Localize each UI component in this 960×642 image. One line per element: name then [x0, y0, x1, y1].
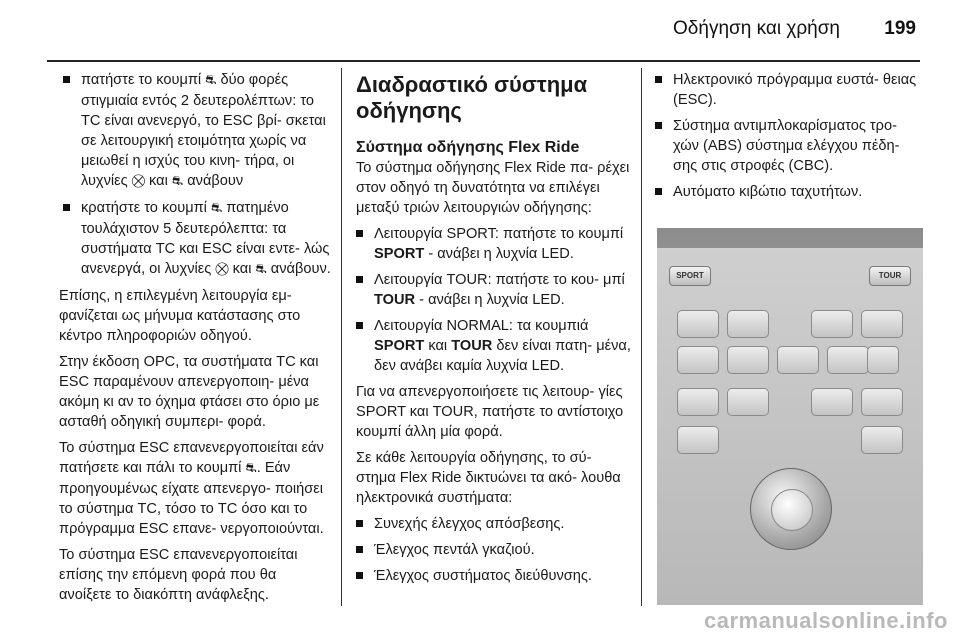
console-button-image — [861, 388, 903, 416]
text: Το σύστημα ESC επανενεργοποιείται εάν πατήσετε και πάλι το κουμπί — [59, 440, 324, 476]
tc-off-icon: ⛐ — [210, 201, 223, 216]
control-knob-image — [750, 468, 832, 550]
column-divider — [641, 68, 642, 606]
console-button-image — [727, 346, 769, 374]
text: δεν είναι πατη- μένα, δεν ανάβει καμία λυχνία LED. — [374, 338, 631, 374]
console-button-image — [777, 346, 819, 374]
text: και — [145, 173, 172, 189]
esc-off-icon: ⛒ — [131, 174, 145, 189]
text: ανάβουν. — [266, 261, 331, 277]
console-button-image — [677, 310, 719, 338]
tc-off-icon: ⛐ — [255, 262, 267, 277]
paragraph-intro: Το σύστημα οδήγησης Flex Ride πα- ρέχει στον οδηγό τη δυνατότητα να επιλέγει μεταξύ τριών λειτουργιών οδήγησης: — [356, 160, 630, 216]
paragraph-esc-reactivate — [59, 438, 331, 539]
column-divider — [341, 68, 342, 606]
tc-off-icon: ⛐ — [171, 174, 184, 189]
console-panel — [657, 248, 923, 605]
text: ανάβουν — [183, 173, 244, 189]
tour-key: TOUR — [374, 292, 416, 308]
console-button-image — [677, 346, 719, 374]
console-button-image — [867, 346, 899, 374]
text: - ανάβει η λυχνία LED. — [415, 292, 565, 308]
list-item: Έλεγχος πεντάλ γκαζιού. — [356, 540, 634, 560]
paragraph-status-message: Επίσης, η επιλεγμένη λειτουργία εμ- φανίζεται ως μήνυμα κατάστασης στο κέντρο πληροφοριών οδηγού. — [59, 288, 301, 344]
text: πατήστε το κουμπί — [81, 72, 206, 88]
console-button-image — [861, 310, 903, 338]
tour-key: TOUR — [451, 338, 493, 354]
text: δύο φορές στιγμιαία εντός 2 δευτερολέπτων: το TC είναι ανενεργό, το ESC βρί- σκεται σε λειτουργική ετοιμότητα χωρίς να μειωθεί η ισχύς του κινη- τήρα, οι λυχνίες — [81, 72, 326, 189]
text: και — [424, 338, 452, 354]
console-button-image — [811, 310, 853, 338]
knob-center — [771, 489, 813, 531]
tour-button-image: TOUR — [869, 266, 911, 286]
sport-button-image: SPORT — [669, 266, 711, 286]
right-column — [655, 70, 925, 208]
bullet-tour-mode — [356, 270, 634, 310]
text: Λειτουργία TOUR: πατήστε το κου- μπί — [374, 272, 625, 288]
text: - ανάβει η λυχνία LED. — [424, 246, 574, 262]
page-number: 199 — [884, 18, 916, 39]
text: Λειτουργία SPORT: πατήστε το κουμπί — [374, 226, 624, 242]
header-rule — [47, 60, 920, 62]
console-button-image — [677, 426, 719, 454]
sport-key: SPORT — [374, 338, 425, 354]
watermark: carmanualsonline.info — [704, 608, 948, 633]
text: . Εάν προηγουμένως είχατε απενεργο- ποιήσει το σύστημα TC, τόσο το TC όσο και το πρόγραμμα ESC επανε- νεργοποιούνται. — [59, 460, 324, 537]
mode-button-row — [669, 260, 911, 292]
sport-key: SPORT — [374, 246, 425, 262]
paragraph-deactivate: Για να απενεργοποιήσετε τις λειτουρ- γίες SPORT και TOUR, πατήστε το αντίστοιχο κουμπί άλλη μία φορά. — [356, 384, 624, 440]
esc-off-icon: ⛒ — [215, 262, 229, 277]
section-heading: Διαδραστικό σύστημα οδήγησης — [356, 72, 588, 123]
text: κρατήστε το κουμπί — [81, 200, 211, 216]
tc-off-icon: ⛐ — [205, 73, 217, 88]
flexride-console-photo — [657, 228, 923, 605]
console-button-image — [827, 346, 869, 374]
subsection-heading: Σύστημα οδήγησης Flex Ride — [356, 139, 580, 156]
list-item: Ηλεκτρονικό πρόγραμμα ευστά- θειας (ESC). — [655, 70, 925, 110]
header-title: Οδήγηση και χρήση — [673, 18, 840, 39]
bullet-hold-5s — [63, 198, 331, 280]
bullet-sport-mode — [356, 224, 634, 264]
console-button-image — [727, 388, 769, 416]
console-button-image — [677, 388, 719, 416]
text: Λειτουργία NORMAL: τα κουμπιά — [374, 318, 589, 334]
list-item: Σύστημα αντιμπλοκαρίσματος τρο- χών (ABS) σύστημα ελέγχου πέδη- σης στις στροφές (CBC). — [655, 116, 925, 176]
list-item: Αυτόματο κιβώτιο ταχυτήτων. — [655, 182, 925, 202]
console-button-image — [811, 388, 853, 416]
list-item: Συνεχής έλεγχος απόσβεσης. — [356, 514, 634, 534]
console-button-image — [727, 310, 769, 338]
console-button-image — [861, 426, 903, 454]
bullet-press-twice — [63, 70, 331, 192]
middle-column — [356, 70, 634, 592]
paragraph-opc: Στην έκδοση OPC, τα συστήματα TC και ESC παραμένουν απενεργοποιη- μένα ακόμη κι αν το όχημα φτάσει στο όριο με ασταθή οδηγική συμπερι- φορά. — [59, 354, 320, 430]
text: και — [228, 261, 256, 277]
bullet-normal-mode — [356, 316, 634, 376]
text: πατημένο τουλάχιστον 5 δευτερόλεπτα: τα συστήματα TC και ESC είναι εντε- λώς ανενεργά, οι λυχνίες — [81, 200, 330, 277]
paragraph-network: Σε κάθε λειτουργία οδήγησης, το σύ- στημα Flex Ride δικτυώνει τα ακό- λουθα ηλεκτρονικά συστήματα: — [356, 450, 621, 506]
paragraph-ignition: Το σύστημα ESC επανενεργοποιείται επίσης την επόμενη φορά που θα ανοίξετε το διακόπτη ανάφλεξης. — [59, 547, 298, 603]
tc-off-icon: ⛐ — [245, 461, 257, 476]
left-column — [59, 70, 331, 611]
list-item: Έλεγχος συστήματος διεύθυνσης. — [356, 566, 634, 586]
